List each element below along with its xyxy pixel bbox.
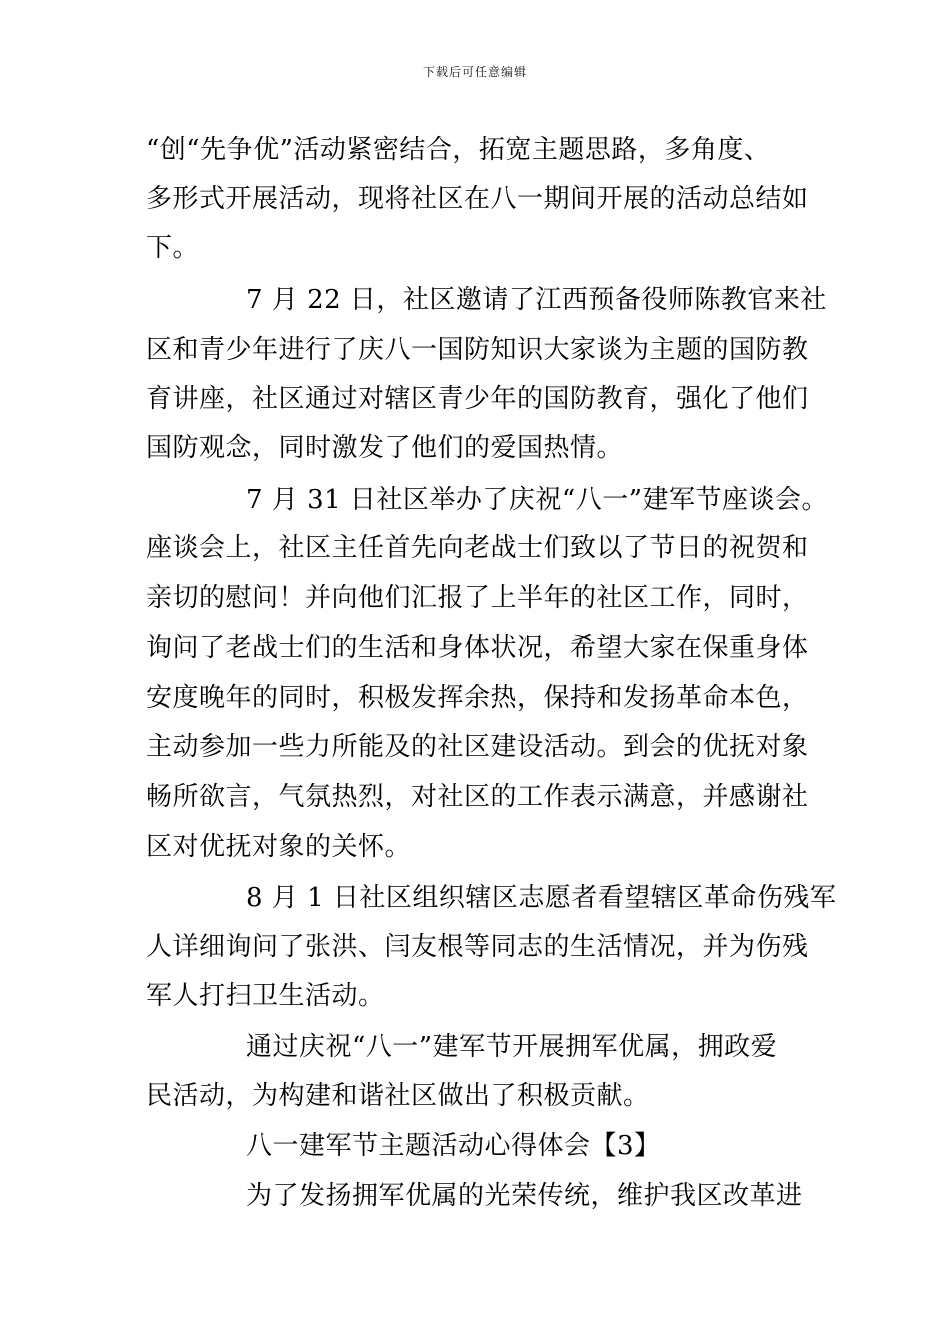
text-line: 7 月 31 日社区举办了庆祝“八一”建军节座谈会。	[246, 485, 829, 515]
text-line: 7 月 22 日，社区邀请了江西预备役师陈教官来社	[246, 285, 827, 315]
text-line: 民活动，为构建和谐社区做出了积极贡献。	[146, 1081, 650, 1111]
text-line: 多形式开展活动，现将社区在八一期间开展的活动总结如	[146, 184, 809, 214]
text-line: 育讲座，社区通过对辖区青少年的国防教育，强化了他们	[146, 384, 809, 414]
text-line: 座谈会上，社区主任首先向老战士们致以了节日的祝贺和	[146, 533, 809, 563]
text-line: 区对优抚对象的关怀。	[146, 832, 412, 862]
text-line: 军人打扫卫生活动。	[146, 981, 385, 1011]
text-line: 区和青少年进行了庆八一国防知识大家谈为主题的国防教	[146, 335, 809, 365]
text-line: 下。	[146, 233, 200, 263]
text-line: “创“先争优”活动紧密结合，拓宽主题思路，多角度、	[146, 135, 771, 165]
text-line: 为了发扬拥军优属的光荣传统，维护我区改革进	[246, 1181, 803, 1211]
page-header: 下载后可任意编辑	[422, 65, 527, 79]
text-line: 8 月 1 日社区组织辖区志愿者看望辖区革命伤残军	[246, 883, 837, 913]
text-line: 亲切的慰问！并向他们汇报了上半年的社区工作，同时，	[146, 583, 809, 613]
section-heading: 八一建军节主题活动心得体会【3】	[246, 1131, 661, 1161]
text-line: 畅所欲言，气氛热烈，对社区的工作表示满意，并感谢社	[146, 782, 809, 812]
text-line: 通过庆祝“八一”建军节开展拥军优属，拥政爱	[246, 1032, 778, 1062]
text-line: 国防观念，同时激发了他们的爱国热情。	[146, 433, 624, 463]
text-line: 询问了老战士们的生活和身体状况，希望大家在保重身体	[146, 633, 809, 663]
text-line: 主动参加一些力所能及的社区建设活动。到会的优抚对象	[146, 732, 809, 762]
text-line: 人详细询问了张洪、闫友根等同志的生活情况，并为伤残	[146, 932, 809, 962]
text-line: 安度晚年的同时，积极发挥余热，保持和发扬革命本色，	[146, 683, 809, 713]
